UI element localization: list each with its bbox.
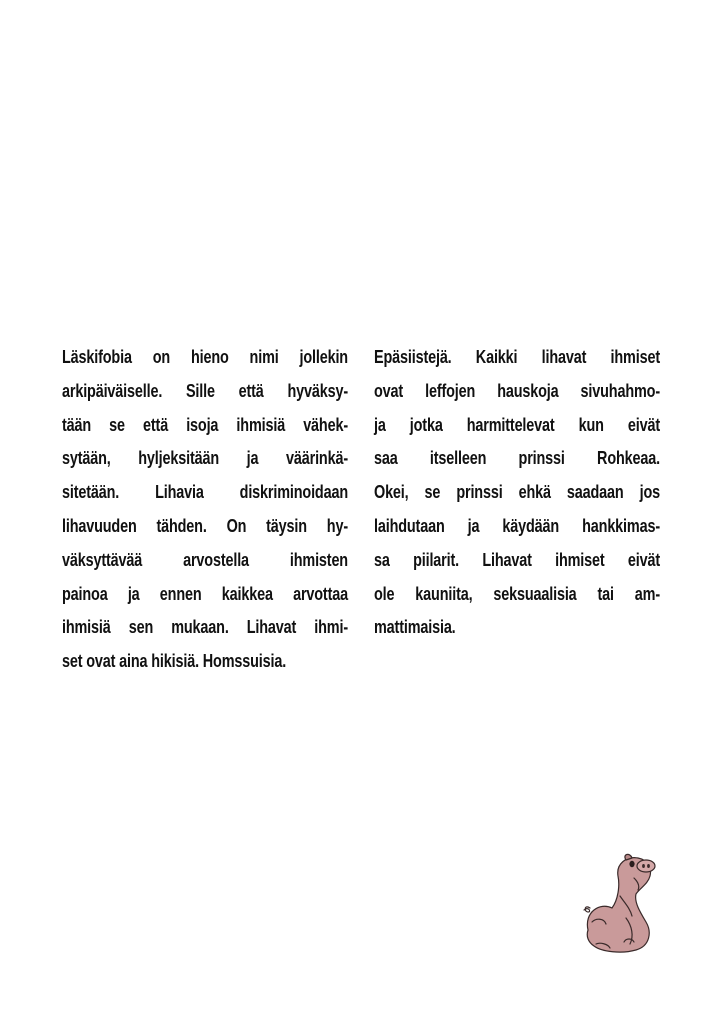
text-line: väksyttävää arvostella ihmisten — [62, 548, 348, 570]
text-line: ovat leffojen hauskoja sivuhahmo- — [374, 379, 660, 401]
text-line: Läskifobia on hieno nimi jollekin — [62, 346, 348, 367]
text-line: saa itselleen prinssi Rohkeaa. — [374, 447, 660, 469]
text-line: tään se että isoja ihmisiä vähek- — [62, 413, 348, 435]
text-column-left — [62, 340, 348, 678]
text-line: sa piilarit. Lihavat ihmiset eivät — [374, 548, 660, 570]
text-line: ja jotka harmittelevat kun eivät — [374, 413, 660, 435]
text-column-right — [374, 340, 660, 644]
text-line: ihmisiä sen mukaan. Lihavat ihmi- — [62, 616, 348, 638]
text-line: ole kauniita, seksuaalisia tai am- — [374, 582, 660, 604]
text-line: Epäsiistejä. Kaikki lihavat ihmiset — [374, 346, 660, 367]
text-line: lihavuuden tähden. On täysin hy- — [62, 514, 348, 536]
text-line: sitetään. Lihavia diskriminoidaan — [62, 481, 348, 503]
text-line: Okei, se prinssi ehkä saadaan jos — [374, 481, 660, 503]
text-line: sytään, hyljeksitään ja väärinkä- — [62, 447, 348, 469]
text-line: painoa ja ennen kaikkea arvottaa — [62, 582, 348, 604]
pig-illustration — [574, 852, 666, 956]
text-line: set ovat aina hikisiä. Homssuisia. — [62, 650, 287, 672]
text-line: arkipäiväiselle. Sille että hyväksy- — [62, 379, 348, 401]
text-line: laihdutaan ja käydään hankkimas- — [374, 514, 660, 536]
text-line: mattimaisia. — [374, 616, 456, 638]
